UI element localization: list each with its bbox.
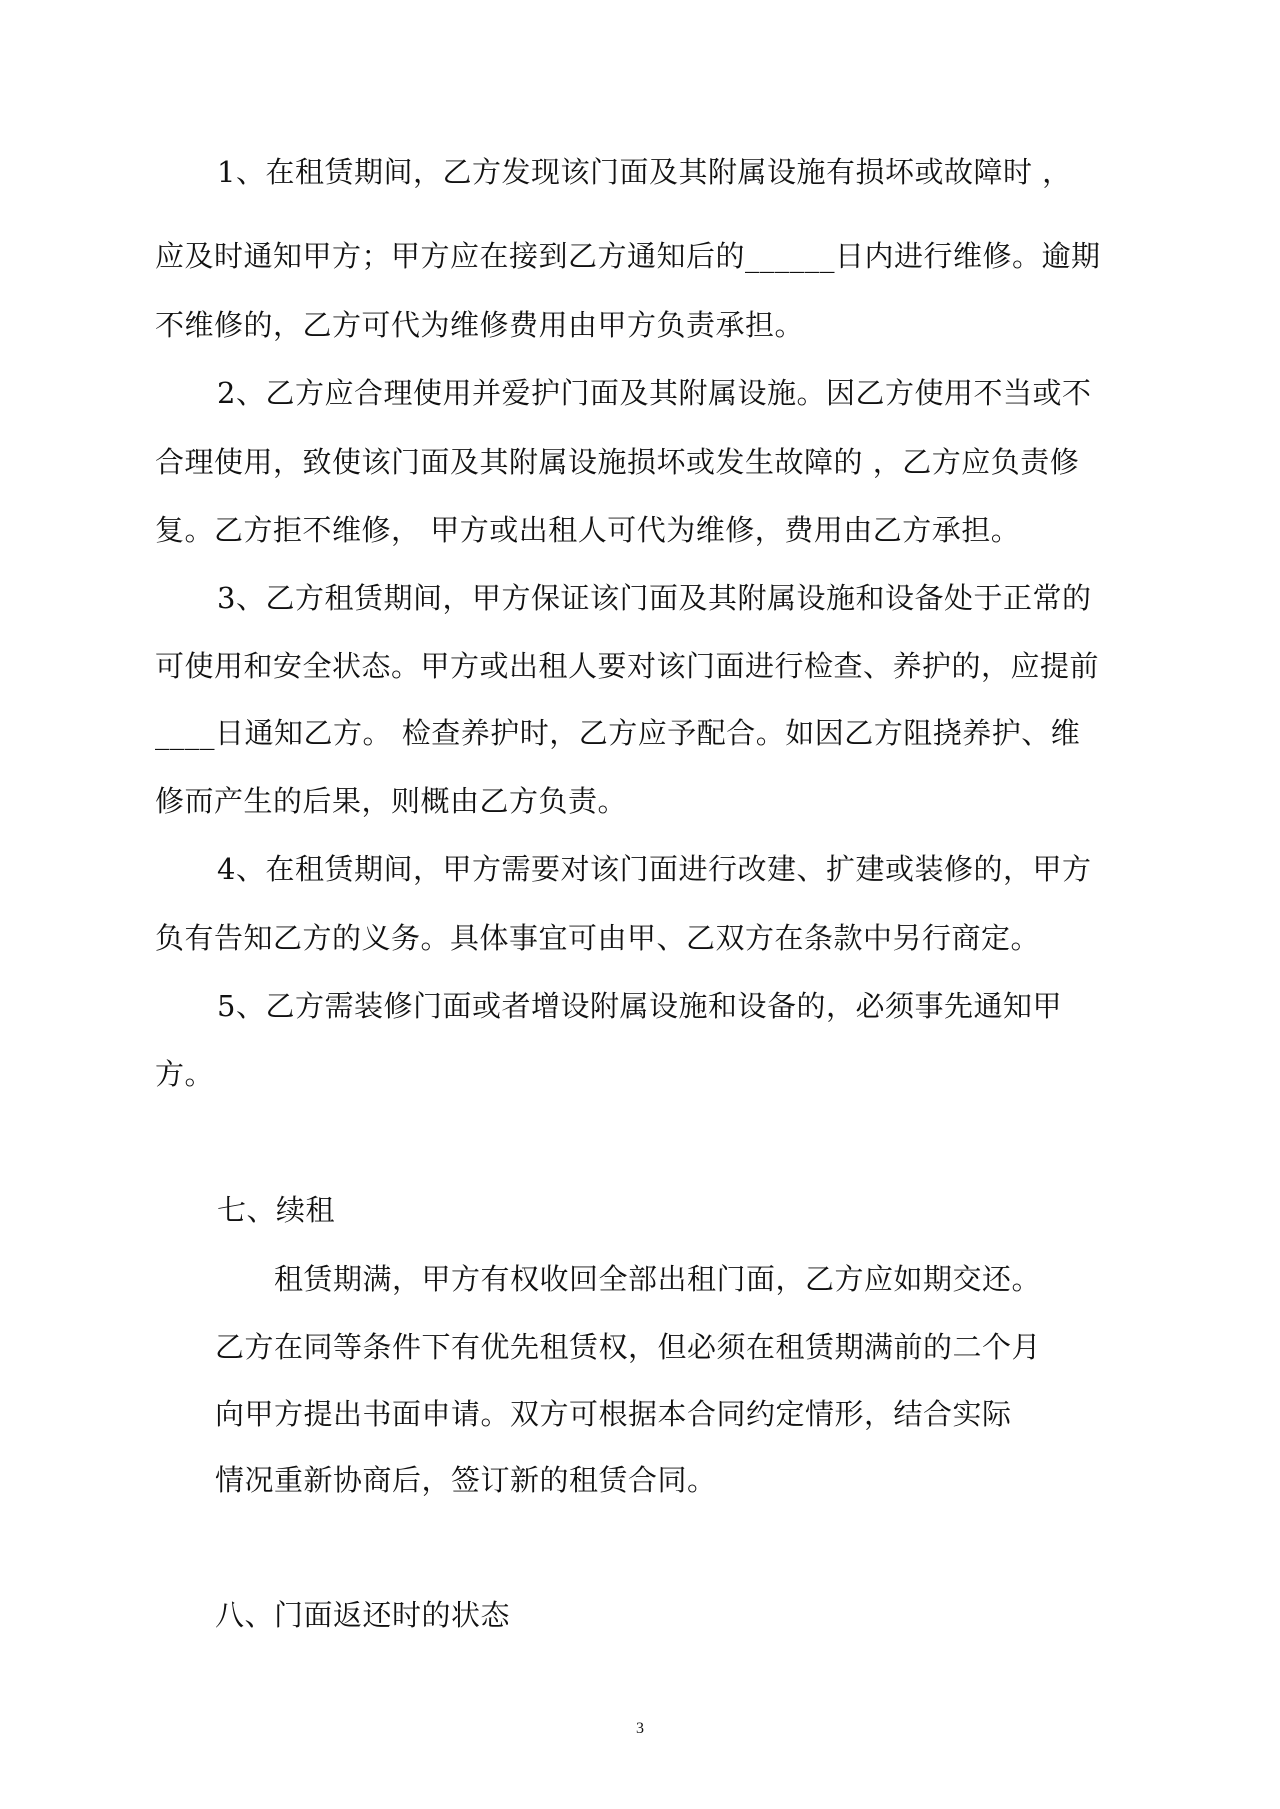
clause-4-line-1: 4、在租赁期间，甲方需要对该门面进行改建、扩建或装修的，甲方 — [217, 852, 1092, 886]
clause-3-line-4: 修而产生的后果，则概由乙方负责。 — [155, 784, 628, 818]
clause-2-line-2: 合理使用，致使该门面及其附属设施损坏或发生故障的 ，乙方应负责修 — [155, 445, 1080, 479]
clause-3-line-2: 可使用和安全状态。甲方或出租人要对该门面进行检查、养护的，应提前 — [155, 649, 1100, 683]
clause-2-line-3: 复。乙方拒不维修， 甲方或出租人可代为维修，费用由乙方承担。 — [155, 513, 1021, 547]
section-7-line-1: 租赁期满，甲方有权收回全部出租门面，乙方应如期交还。 — [274, 1262, 1042, 1296]
section-7-line-2: 乙方在同等条件下有优先租赁权，但必须在租赁期满前的二个月 — [215, 1330, 1042, 1364]
clause-5-line-2: 方。 — [155, 1057, 215, 1091]
clause-3-line-3: ____日通知乙方。 检查养护时，乙方应予配合。如因乙方阻挠养护、维 — [155, 716, 1081, 750]
section-7-line-4: 情况重新协商后，签订新的租赁合同。 — [215, 1463, 717, 1497]
clause-2-line-1: 2、乙方应合理使用并爱护门面及其附属设施。因乙方使用不当或不 — [217, 376, 1092, 410]
clause-5-line-1: 5、乙方需装修门面或者增设附属设施和设备的，必须事先通知甲 — [217, 989, 1062, 1023]
clause-1-line-2: 应及时通知甲方；甲方应在接到乙方通知后的______日内进行维修。逾期 — [155, 239, 1101, 273]
clause-3-line-1: 3、乙方租赁期间，甲方保证该门面及其附属设施和设备处于正常的 — [217, 581, 1092, 615]
section-8-heading: 八、门面返还时的状态 — [215, 1598, 511, 1632]
clause-1-line-1: 1、在租赁期间，乙方发现该门面及其附属设施有损坏或故障时 ， — [217, 155, 1072, 189]
clause-1-line-3: 不维修的，乙方可代为维修费用由甲方负责承担。 — [155, 308, 805, 342]
page-number: 3 — [636, 1720, 644, 1737]
section-7-heading: 七、续租 — [217, 1193, 336, 1227]
section-7-line-3: 向甲方提出书面申请。双方可根据本合同约定情形，结合实际 — [215, 1397, 1012, 1431]
clause-4-line-2: 负有告知乙方的义务。具体事宜可由甲、乙双方在条款中另行商定。 — [155, 921, 1041, 955]
